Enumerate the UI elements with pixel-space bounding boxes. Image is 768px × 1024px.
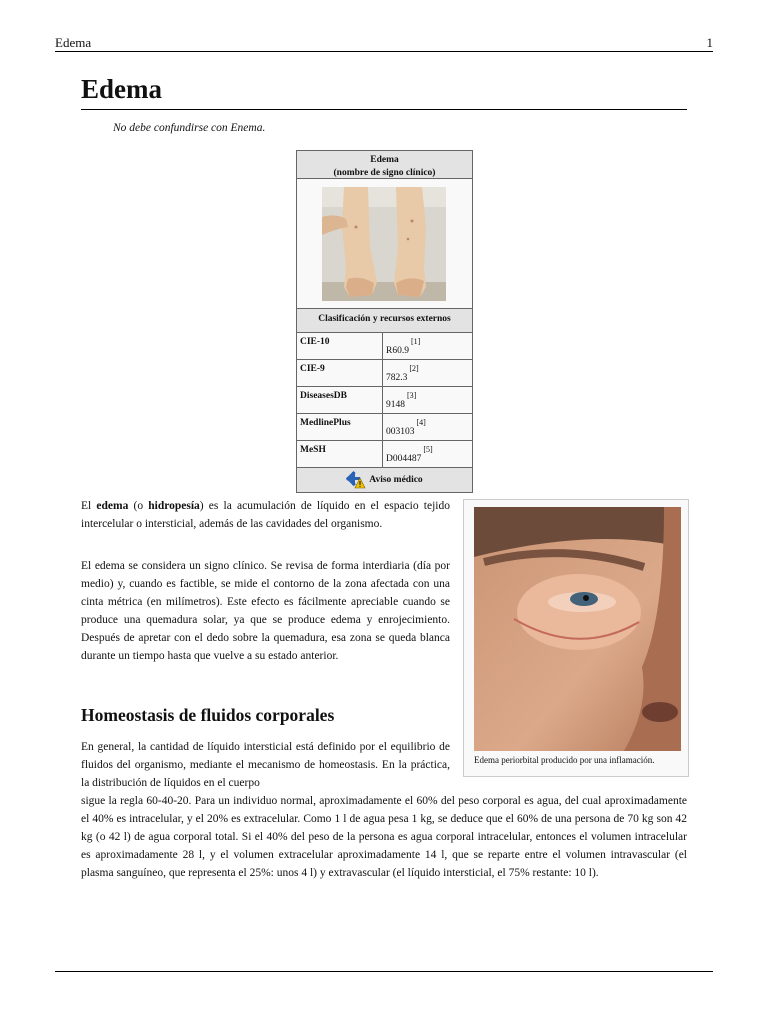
article-title: Edema [81, 72, 687, 110]
infobox-value: 003103 [386, 427, 415, 438]
text-span: El [81, 500, 97, 512]
infobox-key: MeSH [297, 441, 383, 467]
infobox-value: R60.9 [386, 346, 409, 357]
infobox-header [297, 151, 472, 179]
reference-link[interactable]: [2] [409, 364, 419, 373]
bottom-rule [55, 971, 713, 972]
running-header [55, 35, 713, 52]
infobox-image-cell [297, 179, 472, 309]
hatnote: No debe confundirse con Enema. [113, 122, 266, 134]
infobox-key: CIE-9 [297, 360, 383, 386]
reference-link[interactable]: [3] [407, 391, 417, 400]
infobox-value: 782.3 [386, 373, 408, 384]
infobox-key: MedlinePlus [297, 414, 383, 440]
medical-disclaimer-label: Aviso médico [369, 475, 423, 485]
homeostasis-paragraph-continued: sigue la regla 60-40-20. Para un individuo normal, aproximadamente el 60% del peso corporal es agua, del cual aproximadamente el 40% es intracelular, y el 20% es extracelular. Como 1 l de agua pesa 1 kg, se deduce que el 60% de una persona de 70 kg son 42 kg (o 42 l) de agua corporal total. Si el 40% del peso de la persona es agua corporal intracelular, entonces el volumen intracelular es aproximadamente 28 l, y el volumen extracelular aproximadamente 14 l, que se reparte entre el volumen intravascular (el plasma sanguíneo, que representa el 25%: unos 4 l) y extravascular (el líquido intersticial, el 75% restante: 10 l). [81, 795, 687, 879]
infobox [296, 150, 473, 493]
reference-link[interactable]: [1] [410, 337, 421, 346]
text-span: ) es la acumulación de líquido en el espacio tejido intercelular o intersticial, además de las cavidades del organismo. [81, 500, 450, 530]
homeostasis-paragraph-start: En general, la cantidad de líquido intersticial está definido por el equilibrio de fluidos del organismo, mediante el mecanismo de homeostasis. En la práctica, la distribución de líquidos en el cuerpo [81, 741, 450, 789]
infobox-row [297, 414, 472, 441]
term-edema: edema [96, 500, 129, 512]
running-title: Edema [55, 35, 92, 50]
figure [463, 499, 689, 777]
infobox-row [297, 387, 472, 414]
swollen-legs-photo [322, 187, 446, 301]
medical-disclaimer-link[interactable] [297, 468, 472, 492]
infobox-title: Edema [370, 155, 399, 165]
periorbital-edema-photo [474, 507, 681, 751]
medical-warning-icon [346, 471, 366, 489]
infobox-value: D004487 [386, 454, 422, 465]
infobox-row [297, 360, 472, 387]
infobox-value: 9148 [386, 400, 405, 411]
infobox-key: CIE-10 [297, 333, 383, 359]
page-number: 1 [706, 35, 713, 50]
intro-paragraph [81, 497, 450, 533]
section-heading: Homeostasis de fluidos corporales [81, 705, 335, 725]
infobox-section-title: Clasificación y recursos externos [297, 309, 472, 333]
text-span: (o [128, 500, 149, 512]
infobox-subtitle: (nombre de signo clínico) [333, 168, 436, 178]
term-hidropesia: hidropesía [148, 500, 200, 512]
clinical-sign-paragraph: El edema se considera un signo clínico. Se revisa de forma interdiaria (día por medio) y, cuando es factible, se mide el contorno de la zona afectada con una cinta métrica (en milímetros). Este efecto es fácilmente apreciable cuando se produce una quemadura solar, ya que se produce edema y enrojecimiento. Después de apretar con el dedo sobre la quemadura, esa zona se queda blanca durante un tiempo hasta que vuelve a su estado anterior. [81, 560, 450, 662]
infobox-row [297, 333, 472, 360]
infobox-row [297, 441, 472, 468]
reference-link[interactable]: [4] [416, 418, 426, 427]
figure-caption: Edema periorbital producido por una inflamación. [474, 755, 655, 765]
infobox-key: DiseasesDB [297, 387, 383, 413]
reference-link[interactable]: [5] [423, 445, 433, 454]
